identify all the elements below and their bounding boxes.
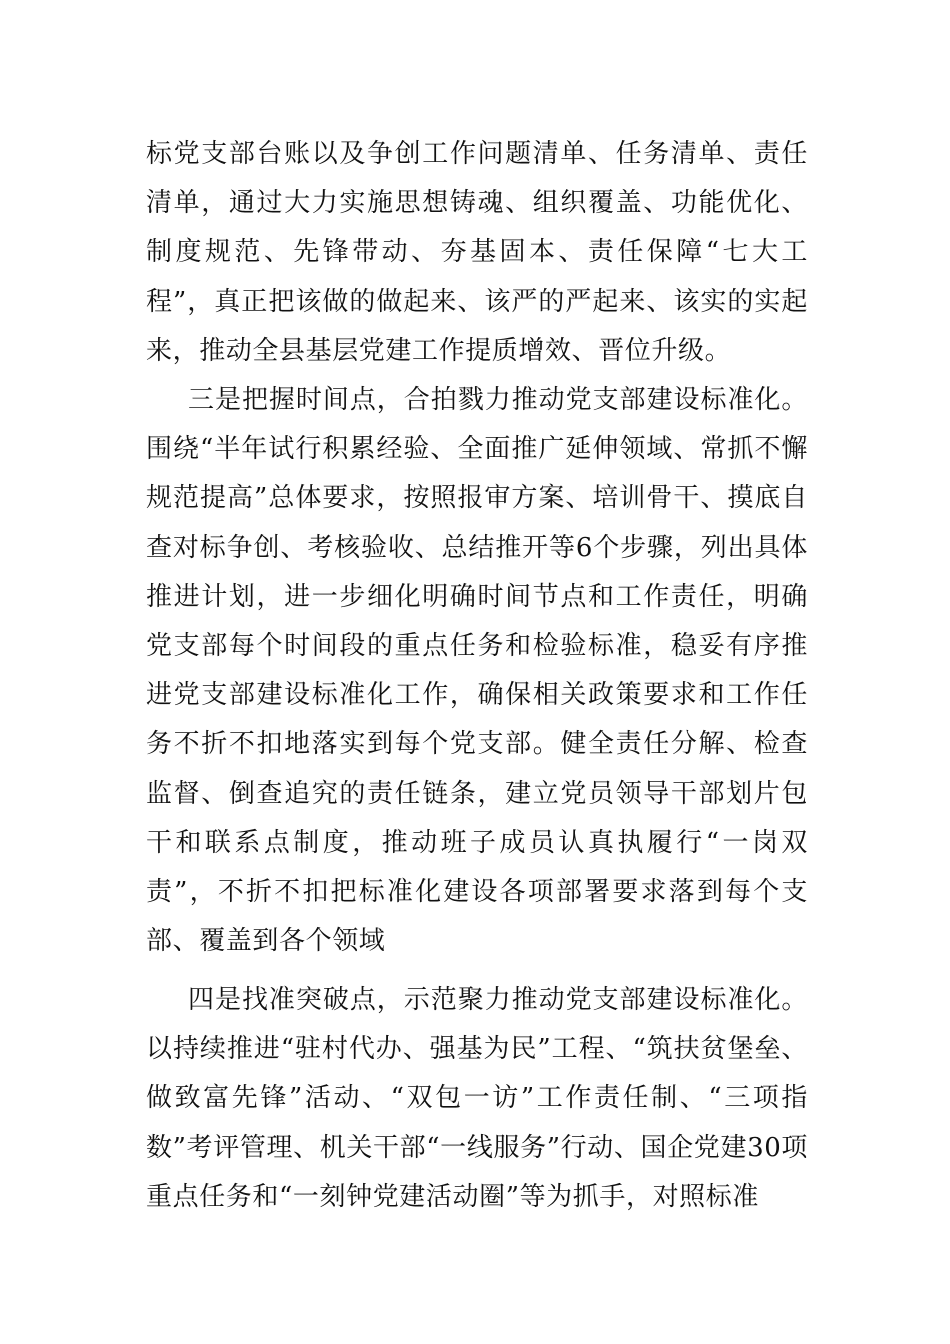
text-block-point-three <box>146 376 808 966</box>
text-block-continuation <box>146 130 808 376</box>
paragraph-point-three: 三是把握时间点，合拍戮力推动党支部建设标准化。围绕“半年试行积累经验、全面推广延伸领域、常抓不懈规范提高”总体要求，按照报审方案、培训骨干、摸底自查对标争创、考核验收、总结推开等6个步骤，列出具体推进计划，进一步细化明确时间节点和工作责任，明确党支部每个时间段的重点任务和检验标准，稳妥有序推进党支部建设标准化工作，确保相关政策要求和工作任务不折不扣地落实到每个党支部。健全责任分解、检查监督、倒查追究的责任链条，建立党员领导干部划片包干和联系点制度，推动班子成员认真执履行“一岗双责”，不折不扣把标准化建设各项部署要求落到每个支部、覆盖到各个领域 <box>146 385 808 957</box>
text-block-point-four <box>146 976 808 1222</box>
paragraph-point-four: 四是找准突破点，示范聚力推动党支部建设标准化。以持续推进“驻村代办、强基为民”工程、“筑扶贫堡垒、做致富先锋”活动、“双包一访”工作责任制、“三项指数”考评管理、机关干部“一线服务”行动、国企党建30项重点任务和“一刻钟党建活动圈”等为抓手，对照标准 <box>146 985 808 1212</box>
paragraph-continuation: 标党支部台账以及争创工作问题清单、任务清单、责任清单，通过大力实施思想铸魂、组织覆盖、功能优化、制度规范、先锋带动、夯基固本、责任保障“七大工程”，真正把该做的做起来、该严的严起来、该实的实起来，推动全县基层党建工作提质增效、晋位升级。 <box>146 139 808 366</box>
